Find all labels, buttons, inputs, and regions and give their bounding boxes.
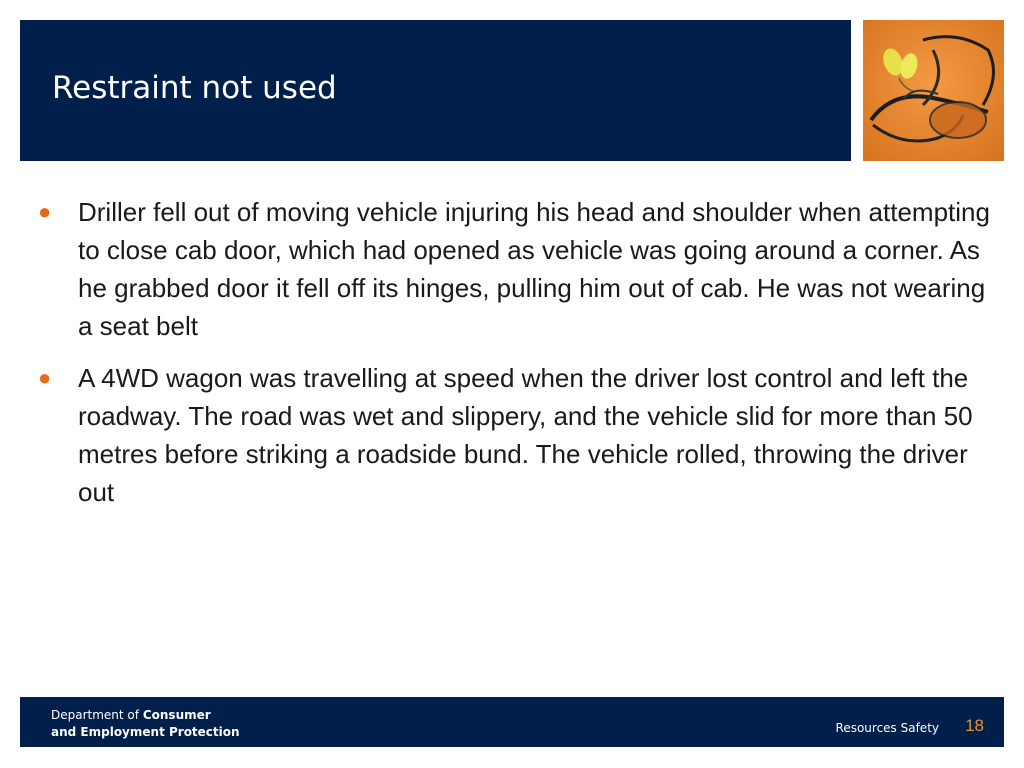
dept-bold: Consumer: [142, 708, 211, 722]
title-bar: [20, 20, 851, 161]
department-name: [51, 707, 240, 741]
bullet-text: Driller fell out of moving vehicle injuring his head and shoulder when attempting to close cab door, which had opened as vehicle was going around a corner. As he grabbed door it fell off its hinges, pulling him out of cab. He was not wearing a seat belt: [78, 197, 990, 341]
safety-glasses-photo: [863, 20, 1004, 161]
list-item: [34, 359, 994, 511]
safety-glasses-and-earplugs-icon: [863, 20, 1004, 161]
list-item: [34, 193, 994, 345]
bullet-icon: ●: [38, 365, 52, 390]
bullet-icon: ●: [38, 199, 52, 224]
dept-line2: and Employment Protection: [51, 725, 240, 739]
resources-safety-label: Resources Safety: [835, 721, 939, 735]
dept-prefix: Department of: [51, 708, 139, 722]
bullet-text: A 4WD wagon was travelling at speed when the driver lost control and left the roadway. The road was wet and slippery, and the vehicle slid for more than 50 metres before striking a roadside bund. The vehicle rolled, throwing the driver out: [78, 363, 973, 507]
slide-title: Restraint not used: [52, 70, 337, 106]
footer-bar: [20, 697, 1004, 747]
bullet-list: [34, 193, 994, 525]
page-number: 18: [965, 716, 984, 735]
